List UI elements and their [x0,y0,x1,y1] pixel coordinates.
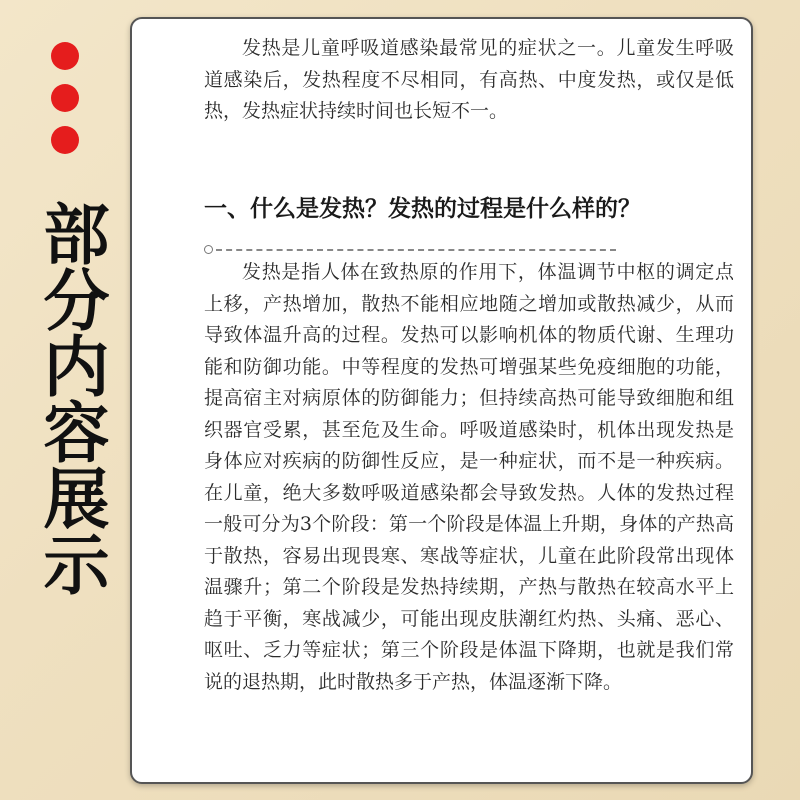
intro-paragraph: 发热是儿童呼吸道感染最常见的症状之一。儿童发生呼吸道感染后，发热程度不尽相同，有高热、中度发热，或仅是低热，发热症状持续时间也长短不一。 [204,37,734,122]
decorative-dots [48,42,82,168]
divider-dashed-line [216,249,616,251]
section-heading: 一、什么是发热？发热的过程是什么样的？ [204,196,641,222]
red-dot-icon [51,126,79,154]
side-title: 部分内容展示 [32,200,109,596]
heading-divider [204,244,624,254]
red-dot-icon [51,84,79,112]
red-dot-icon [51,42,79,70]
divider-circle-icon [204,245,213,254]
book-page [130,17,753,784]
body-paragraph: 发热是指人体在致热原的作用下，体温调节中枢的调定点上移，产热增加，散热不能相应地随之增加或散热减少，从而导致体温升高的过程。发热可以影响机体的物质代谢、生理功能和防御功能。中等程度的发热可增强某些免疫细胞的功能，提高宿主对病原体的防御能力；但持续高热可能导致细胞和组织器官受累，甚至危及生命。呼吸道感染时，机体出现发热是身体应对疾病的防御性反应，是一种症状，而不是一种疾病。在儿童，绝大多数呼吸道感染都会导致发热。人体的发热过程一般可分为3个阶段：第一个阶段是体温上升期，身体的产热高于散热，容易出现畏寒、寒战等症状，儿童在此阶段常出现体温骤升；第二个阶段是发热持续期，产热与散热在较高水平上趋于平衡，寒战减少，可能出现皮肤潮红灼热、头痛、恶心、呕吐、乏力等症状；第三个阶段是体温下降期，也就是我们常说的退热期，此时散热多于产热，体温逐渐下降。 [204,261,734,693]
